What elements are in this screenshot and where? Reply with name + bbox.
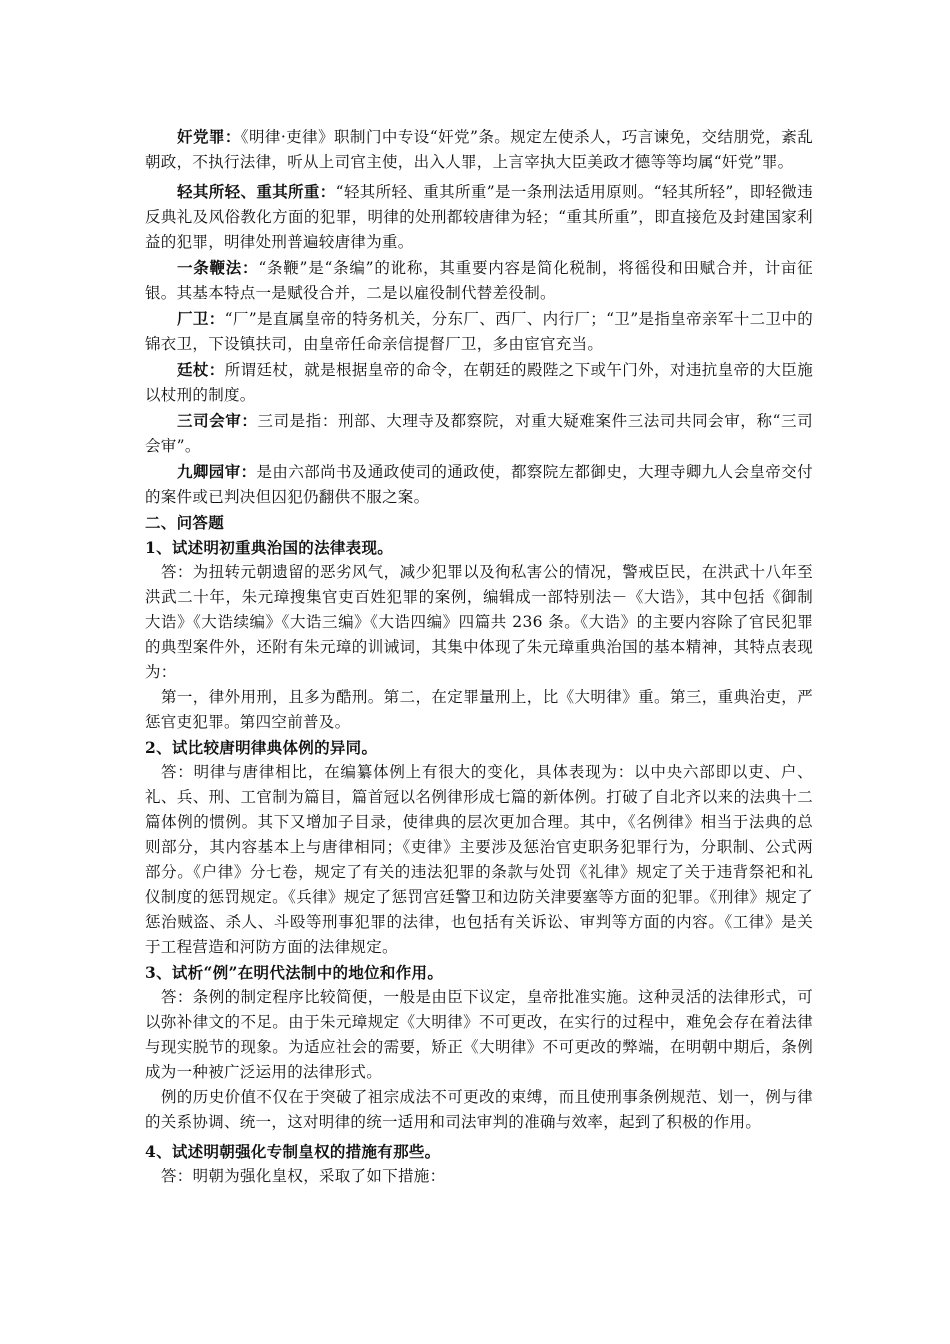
term-entry-tingzhang	[145, 357, 813, 408]
answer-paragraph: 答：明朝为强化皇权，采取了如下措施：	[161, 1167, 446, 1185]
answer-paragraph: 例的历史价值不仅在于突破了祖宗成法不可更改的束缚，而且使刑事条例规范、划一，例与律的关系协调、统一，这对明律的统一适用和司法审判的准确与效率，起到了积极的作用。	[145, 1088, 813, 1131]
term-entry-yitiaobianfa	[145, 255, 813, 306]
term-name: 奸党罪：	[177, 127, 241, 146]
term-definition: 《明律·吏律》职制门中专设“奸党”条。规定左使杀人，巧言谏免，交结朋党，紊乱朝政，不执行法律，听从上司官主使，出入人罪，上言宰执大臣美政才德等等均属“奸党”罪。	[145, 128, 813, 171]
answer-paragraph: 答：明律与唐律相比，在编纂体例上有很大的变化，具体表现为：以中央六部即以吏、户、礼、兵、刑、工官制为篇目，篇首冠以名例律形成七篇的新体例。打破了自北齐以来的法典十二篇体例的惯例。其下又增加子目录，使律典的层次更加合理。其中，《名例律》相当于法典的总则部分，其内容基本上与唐律相同；《吏律》主要涉及惩治官吏职务犯罪行为，分职制、公式两部分。《户律》分七卷，规定了有关的违法犯罪的条款与处罚《礼律》规定了关于违背祭祀和礼仪制度的惩罚规定。《兵律》规定了惩罚宫廷警卫和边防关津要塞等方面的犯罪。《刑律》规定了惩治贼盗、杀人、斗殴等刑事犯罪的法律，也包括有关诉讼、审判等方面的内容。《工律》是关于工程营造和河防方面的法律规定。	[145, 763, 813, 956]
term-definition: “轻其所轻、重其所重”是一条刑法适用原则。“轻其所轻”，即轻微违反典礼及风俗教化方面的犯罪，明律的处刑都较唐律为轻；“重其所重”，即直接危及封建国家利益的犯罪，明律处刑普遍较唐律为重。	[145, 183, 813, 251]
term-definition: 是由六部尚书及通政使司的通政使，都察院左都御史，大理寺卿九人会皇帝交付的案件或已判决但囚犯仍翻供不服之案。	[145, 463, 813, 506]
term-definition: “条鞭”是“条编”的讹称，其重要内容是简化税制，将徭役和田赋合并，计亩征银。其基本特点一是赋役合并，二是以雇役制代替差役制。	[145, 259, 813, 302]
question-title: 1、试述明初重典治国的法律表现。	[145, 538, 394, 557]
term-definition: “厂”是直属皇帝的特务机关，分东厂、西厂、内行厂；“卫”是指皇帝亲军十二卫中的锦衣卫，下设镇扶司，由皇帝任命亲信提督厂卫，多由宦官充当。	[145, 310, 813, 353]
term-name: 厂卫：	[177, 309, 225, 328]
section-heading: 二、问答题	[145, 513, 225, 532]
term-entry-jiuqingyuanshen	[145, 459, 813, 510]
term-name: 轻其所轻、重其所重：	[177, 182, 336, 201]
term-name: 廷杖：	[177, 360, 225, 379]
question-title: 3、试析“例”在明代法制中的地位和作用。	[145, 963, 444, 982]
document-body	[145, 124, 813, 1189]
term-name: 一条鞭法：	[177, 258, 259, 277]
term-entry-jiandang	[145, 124, 813, 175]
term-name: 九卿园审：	[177, 462, 257, 481]
answer-paragraph: 答：条例的制定程序比较简便，一般是由臣下议定，皇帝批准实施。这种灵活的法律形式，可以弥补律文的不足。由于朱元璋规定《大明律》不可更改，在实行的过程中，难免会存在着法律与现实脱节的现象。为适应社会的需要，矫正《大明律》不可更改的弊端，在明朝中期后，条例成为一种被广泛运用的法律形式。	[145, 988, 813, 1081]
term-entry-changwei	[145, 306, 813, 357]
term-definition: 三司是指：刑部、大理寺及都察院，对重大疑难案件三法司共同会审，称“三司会审”。	[145, 412, 813, 455]
term-definition: 所谓廷杖，就是根据皇帝的命令，在朝廷的殿陛之下或午门外，对违抗皇帝的大臣施以杖刑的制度。	[145, 361, 813, 404]
term-entry-sansihuishen	[145, 408, 813, 459]
term-entry-qingzhong	[145, 179, 813, 255]
question-title: 2、试比较唐明律典体例的异同。	[145, 738, 378, 757]
question-title: 4、试述明朝强化专制皇权的措施有那些。	[145, 1142, 441, 1161]
term-name: 三司会审：	[177, 411, 258, 430]
answer-paragraph: 第一，律外用刑，且多为酷刑。第二，在定罪量刑上，比《大明律》重。第三，重典治吏，严惩官吏犯罪。第四空前普及。	[145, 688, 813, 731]
answer-paragraph: 答：为扭转元朝遗留的恶劣风气，减少犯罪以及徇私害公的情况，警戒臣民，在洪武十八年至洪武二十年，朱元璋搜集官吏百姓犯罪的案例，编辑成一部特别法－《大诰》，其中包括《御制大诰》《大诰续编》《大诰三编》《大诰四编》四篇共 236 条。《大诰》的主要内容除了官民犯罪的典型案件外，还附有朱元璋的训诫词，其集中体现了朱元璋重典治国的基本精神，其特点表现为：	[145, 563, 813, 681]
